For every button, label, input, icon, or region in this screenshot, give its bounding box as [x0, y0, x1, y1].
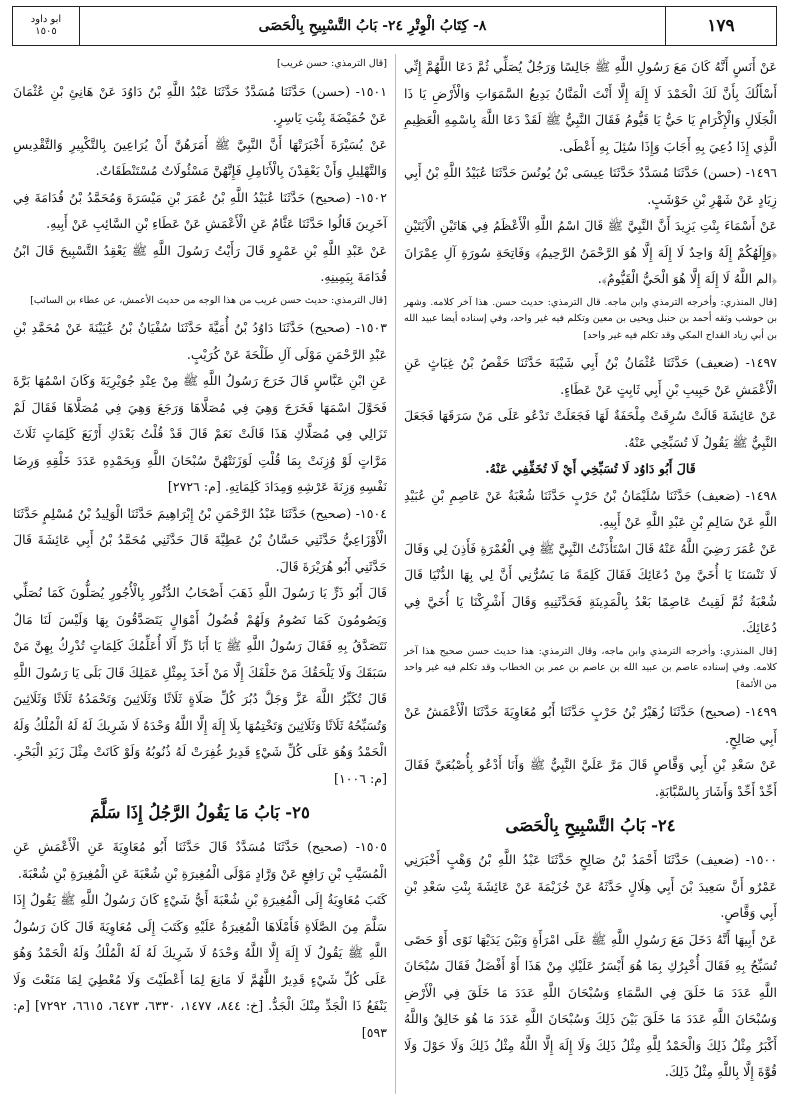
hadith-paragraph: عَنْ أَبِيهَا أَنَّهُ دَخَلَ مَعَ رَسُولِ اللَّهِ ﷺ عَلَى امْرَأَةٍ وَبَيْنَ يَدَيْهَا نَوًى أَوْ حَصًى تُسَبِّحُ بِهِ فَقَالَ أُخْبِرُكِ بِمَا هُوَ أَيْسَرُ عَلَيْكِ مِنْ هَذَا أَوْ أَفْضَلُ فَقَالَ سُبْحَانَ اللَّهِ عَدَدَ مَا خَلَقَ فِي السَّمَاءِ وَسُبْحَانَ اللَّهِ عَدَدَ مَا خَلَقَ فِي الْأَرْضِ وَسُبْحَانَ اللَّهِ عَدَدَ مَا خَلَقَ بَيْنَ ذَلِكَ وَسُبْحَانَ اللَّهِ عَدَدَ مَا هُوَ خَالِقٌ وَاللَّهُ أَكْبَرُ مِثْلُ ذَلِكَ وَالْحَمْدُ لِلَّهِ مِثْلُ ذَلِكَ وَلَا إِلَهَ إِلَّا اللَّهُ مِثْلُ ذَلِكَ وَلَا حَوْلَ وَلَا قُوَّةَ إِلَّا بِاللَّهِ مِثْلُ ذَلِكَ. — [404, 931, 777, 1079]
book-ref-box — [13, 7, 80, 45]
hadith-paragraph: ١٥٠٠- (ضعيف) حَدَّثَنَا أَحْمَدُ بْنُ صَالِحٍ حَدَّثَنَا عَبْدُ اللَّهِ بْنُ وَهْبٍ أَخْبَرَنِي عَمْرٌو أَنَّ سَعِيدَ بْنَ أَبِي هِلَالٍ حَدَّثَهُ عَنْ خُزَيْمَةَ عَنْ عَائِشَةَ بِنْتِ سَعْدِ بْنِ أَبِي وَقَّاصٍ. — [404, 852, 777, 920]
hadith-paragraph: ١٥٠٤- (صحيح) حَدَّثَنَا عَبْدُ الرَّحْمَنِ بْنُ إِبْرَاهِيمَ حَدَّثَنَا الْوَلِيدُ بْنُ مُسْلِمٍ حَدَّثَنَا الْأَوْزَاعِيُّ حَدَّثَنِي حَسَّانُ بْنُ عَطِيَّةَ قَالَ حَدَّثَنِي مُحَمَّدُ بْنُ أَبِي عَائِشَةَ قَالَ حَدَّثَنِي أَبُو هُرَيْرَةَ قَالَ. — [13, 505, 387, 574]
commentary-note: [قال المنذري: وأخرجه الترمذي وابن ماجه، وقال الترمذي: هذا حديث حسن صحيح هذا آخر كلامه. وفي إسناده عاصم بن عبيد الله بن عاصم بن عمر بن الخطاب وقد تكلم فيه غير واحد من الأئمة] — [404, 645, 777, 690]
hadith-paragraph: عَنْ أَنَسٍ أَنَّهُ كَانَ مَعَ رَسُولِ اللَّهِ ﷺ جَالِسًا وَرَجُلٌ يُصَلِّي ثُمَّ دَعَا اللَّهُمَّ إِنِّي أَسْأَلُكَ بِأَنَّ لَكَ الْحَمْدَ لَا إِلَهَ إِلَّا أَنْتَ الْمَنَّانُ بَدِيعُ السَّمَوَاتِ وَالْأَرْضِ يَا ذَا الْجَلَالِ وَالْإِكْرَامِ يَا حَيُّ يَا قَيُّومُ فَقَالَ النَّبِيُّ ﷺ لَقَدْ دَعَا اللَّهَ بِاسْمِهِ الْعَظِيمِ الَّذِي إِذَا دُعِيَ بِهِ أَجَابَ وَإِذَا سُئِلَ بِهِ أَعْطَى. — [404, 59, 777, 154]
hadith-paragraph: ١٥٠٢- (صحيح) حَدَّثَنَا عُبَيْدُ اللَّهِ بْنُ عُمَرَ بْنِ مَيْسَرَةَ وَمُحَمَّدُ بْنُ قُدَامَةَ فِي آخَرِينَ قَالُوا حَدَّثَنَا عَثَّامٌ عَنِ الْأَعْمَشِ عَنْ عَطَاءِ بْنِ السَّائِبِ عَنْ أَبِيهِ. — [13, 189, 387, 231]
book-name: ابو داود — [30, 14, 62, 25]
hadith-paragraph: ١٤٩٧- (ضعيف) حَدَّثَنَا عُثْمَانُ بْنُ أَبِي شَيْبَةَ حَدَّثَنَا حَفْصُ بْنُ غِيَاثٍ عَنِ الْأَعْمَشِ عَنْ حَبِيبِ بْنِ أَبِي ثَابِتٍ عَنْ عَطَاءٍ. — [404, 355, 777, 397]
left-column — [13, 54, 395, 1094]
hadith-paragraph: عَنْ عُمَرَ رَضِيَ اللَّهُ عَنْهُ قَالَ اسْتَأْذَنْتُ النَّبِيَّ ﷺ فِي الْعُمْرَةِ فَأَذِنَ لِي وَقَالَ لَا تَنْسَنَا يَا أُخَيَّ مِنْ دُعَائِكَ فَقَالَ كَلِمَةً مَا يَسُرُّنِي أَنَّ لِي بِهَا الدُّنْيَا قَالَ شُعْبَةُ ثُمَّ لَقِيتُ عَاصِمًا بَعْدُ بِالْمَدِينَةِ فَحَدَّثَنِيهِ وَقَالَ أَشْرِكْنَا يَا أُخَيَّ فِي دُعَائِكَ. — [404, 540, 777, 635]
right-column — [395, 54, 777, 1094]
hadith-paragraph: قَالَ أَبُو ذَرٍّ يَا رَسُولَ اللَّهِ ذَهَبَ أَصْحَابُ الدُّثُورِ بِالْأُجُورِ يُصَلُّونَ كَمَا نُصَلِّي وَيَصُومُونَ كَمَا نَصُومُ وَلَهُمْ فُضُولُ أَمْوَالٍ يَتَصَدَّقُونَ بِهَا وَلَيْسَ لَنَا مَالٌ نَتَصَدَّقُ بِهِ فَقَالَ رَسُولُ اللَّهِ ﷺ يَا أَبَا ذَرٍّ أَلَا أُعَلِّمُكَ كَلِمَاتٍ تُدْرِكُ بِهِنَّ مَنْ سَبَقَكَ وَلَا يَلْحَقُكَ مَنْ خَلْفَكَ إِلَّا مَنْ أَخَذَ بِمِثْلِ عَمَلِكَ قَالَ بَلَى يَا رَسُولَ اللَّهِ قَالَ تُكَبِّرُ اللَّهَ عَزَّ وَجَلَّ دُبُرَ كُلِّ صَلَاةٍ ثَلَاثًا وَثَلَاثِينَ وَتَحْمَدُهُ ثَلَاثًا وَثَلَاثِينَ وَتُسَبِّحُهُ ثَلَاثًا وَثَلَاثِينَ وَتَخْتِمُهَا بِلَا إِلَهَ إِلَّا اللَّهُ وَحْدَهُ لَا شَرِيكَ لَهُ لَهُ الْمُلْكُ وَلَهُ الْحَمْدُ وَهُوَ عَلَى كُلِّ شَيْءٍ قَدِيرٌ غُفِرَتْ لَهُ ذُنُوبُهُ وَلَوْ كَانَتْ مِثْلَ زَبَدِ الْبَحْرِ. [م: ١٠٠٦] — [13, 585, 387, 786]
hadith-paragraph: عَنِ ابْنِ عَبَّاسٍ قَالَ خَرَجَ رَسُولُ اللَّهِ ﷺ مِنْ عِنْدِ جُوَيْرِيَةَ وَكَانَ اسْمُهَا بَرَّةَ فَحَوَّلَ اسْمَهَا فَخَرَجَ وَهِيَ فِي مُصَلَّاهَا وَرَجَعَ وَهِيَ فِي مُصَلَّاهَا فَقَالَ لَمْ تَزَالِي فِي مُصَلَّاكِ هَذَا قَالَتْ نَعَمْ قَالَ قَدْ قُلْتُ بَعْدَكِ أَرْبَعَ كَلِمَاتٍ ثَلَاثَ مَرَّاتٍ لَوْ وُزِنَتْ بِمَا قُلْتِ لَوَزَنَتْهُنَّ سُبْحَانَ اللَّهِ وَبِحَمْدِهِ عَدَدَ خَلْقِهِ وَرِضَا نَفْسِهِ وَزِنَةَ عَرْشِهِ وَمِدَادَ كَلِمَاتِهِ. [م: ٢٧٢٦] — [13, 373, 387, 494]
page-header — [12, 6, 777, 46]
running-title: ٨- كِتَابُ الْوِتْرِ ٢٤- بَابُ التَّسْبِيحِ بِالْحَصَى — [258, 18, 487, 34]
hadith-paragraph: ١٥٠٣- (صحيح) حَدَّثَنَا دَاوُدُ بْنُ أُمَيَّةَ حَدَّثَنَا سُفْيَانُ بْنُ عُيَيْنَةَ عَنْ مُحَمَّدِ بْنِ عَبْدِ الرَّحْمَنِ مَوْلَى آلِ طَلْحَةَ عَنْ كُرَيْبٍ. — [13, 320, 387, 362]
hadith-paragraph: ١٥٠٥- (صحيح) حَدَّثَنَا مُسَدَّدٌ قَالَ حَدَّثَنَا أَبُو مُعَاوِيَةَ عَنِ الْأَعْمَشِ عَنِ الْمُسَيَّبِ بْنِ رَافِعٍ عَنْ وَرَّادٍ مَوْلَى الْمُغِيرَةِ بْنِ شُعْبَةَ عَنِ الْمُغِيرَةِ بْنِ شُعْبَةَ. — [13, 839, 387, 881]
hadith-range: ١٥٠٥ — [35, 26, 57, 37]
hadith-paragraph: قَالَ أَبُو دَاوُد لَا تُسَبِّخِي أَيْ لَا تُخَفِّفِي عَنْهُ. — [485, 461, 696, 476]
hadith-paragraph: عَنْ أَسْمَاءَ بِنْتِ يَزِيدَ أَنَّ النَّبِيَّ ﷺ قَالَ اسْمُ اللَّهِ الْأَعْظَمُ فِي هَاتَيْنِ الْآيَتَيْنِ ﴿وَإِلَهُكُمْ إِلَهٌ وَاحِدٌ لَا إِلَهَ إِلَّا هُوَ الرَّحْمَنُ الرَّحِيمُ﴾ وَفَاتِحَةِ سُورَةِ آلِ عِمْرَانَ ﴿الم اللَّهُ لَا إِلَهَ إِلَّا هُوَ الْحَيُّ الْقَيُّومُ﴾. — [404, 218, 777, 286]
hadith-paragraph: ١٤٩٩- (صحيح) حَدَّثَنَا زُهَيْرُ بْنُ حَرْبٍ حَدَّثَنَا أَبُو مُعَاوِيَةَ حَدَّثَنَا الْأَعْمَشُ عَنْ أَبِي صَالِحٍ. — [404, 704, 777, 746]
commentary-note: [قال الترمذي: حسن غريب] — [276, 58, 387, 69]
hadith-paragraph: عَنْ عَائِشَةَ قَالَتْ سُرِقَتْ مِلْحَفَةٌ لَهَا فَجَعَلَتْ تَدْعُو عَلَى مَنْ سَرَقَهَا فَجَعَلَ النَّبِيُّ ﷺ يَقُولُ لَا تُسَبِّخِي عَنْهُ. — [404, 408, 777, 450]
hadith-paragraph: عَنْ سَعْدِ بْنِ أَبِي وَقَّاصٍ قَالَ مَرَّ عَلَيَّ النَّبِيُّ ﷺ وَأَنَا أَدْعُو بِأُصْبُعَيَّ فَقَالَ أَحِّدْ أَحِّدْ وَأَشَارَ بِالسَّبَّابَةِ. — [404, 757, 777, 799]
hadith-paragraph: ١٤٩٦- (حسن) حَدَّثَنَا مُسَدَّدٌ حَدَّثَنَا عِيسَى بْنُ يُونُسَ حَدَّثَنَا عُبَيْدُ اللَّهِ بْنُ أَبِي زِيَادٍ عَنْ شَهْرِ بْنِ حَوْشَبٍ. — [404, 165, 777, 207]
hadith-paragraph: ١٥٠١- (حسن) حَدَّثَنَا مُسَدَّدٌ حَدَّثَنَا عَبْدُ اللَّهِ بْنُ دَاوُدَ عَنْ هَانِئِ بْنِ عُثْمَانَ عَنْ حُمَيْضَةَ بِنْتِ يَاسِرٍ. — [13, 83, 387, 125]
chapter-heading: ٢٥- بَابُ مَا يَقُولُ الرَّجُلُ إِذَا سَلَّمَ — [90, 803, 310, 822]
text-columns — [12, 54, 777, 1094]
commentary-note: [قال المنذري: وأخرجه الترمذي وابن ماجه. قال الترمذي: حديث حسن. هذا آخر كلامه. وشهر بن حوشب وثقه أحمد بن حنبل ويحيى بن معين وتكلم فيه غير واحد، وفي إسناده أيضا عبيد الله بن أبي زياد القداح المكي وقد تكلم فيه غير واحد] — [404, 296, 777, 341]
chapter-heading: ٢٤- بَابُ التَّسْبِيحِ بِالْحَصَى — [505, 816, 676, 835]
hadith-paragraph: ١٤٩٨- (ضعيف) حَدَّثَنَا سُلَيْمَانُ بْنُ حَرْبٍ حَدَّثَنَا شُعْبَةُ عَنْ عَاصِمِ بْنِ عُبَيْدِ اللَّهِ عَنْ سَالِمِ بْنِ عَبْدِ اللَّهِ عَنْ أَبِيهِ. — [404, 487, 777, 529]
commentary-note: [قال الترمذي: حديث حسن غريب من هذا الوجه من حديث الأعمش، عن عطاء بن السائب] — [30, 294, 387, 306]
hadith-paragraph: كَتَبَ مُعَاوِيَةُ إِلَى الْمُغِيرَةِ بْنِ شُعْبَةَ أَيُّ شَيْءٍ كَانَ رَسُولُ اللَّهِ ﷺ يَقُولُ إِذَا سَلَّمَ مِنَ الصَّلَاةِ فَأَمْلَاهَا الْمُغِيرَةُ عَلَيْهِ وَكَتَبَ إِلَى مُعَاوِيَةَ قَالَ كَانَ رَسُولُ اللَّهِ ﷺ يَقُولُ لَا إِلَهَ إِلَّا اللَّهُ وَحْدَهُ لَا شَرِيكَ لَهُ لَهُ الْمُلْكُ وَلَهُ الْحَمْدُ وَهُوَ عَلَى كُلِّ شَيْءٍ قَدِيرٌ اللَّهُمَّ لَا مَانِعَ لِمَا أَعْطَيْتَ وَلَا مُعْطِيَ لِمَا مَنَعْتَ وَلَا يَنْفَعُ ذَا الْجَدِّ مِنْكَ الْجَدُّ. [خ: ٨٤٤، ١٤٧٧، ٦٣٣٠، ٦٤٧٣، ٦٦١٥، ٧٢٩٢] [م: ٥٩٣] — [13, 892, 387, 1040]
hadith-paragraph: عَنْ يُسَيْرَةَ أَخْبَرَتْهَا أَنَّ النَّبِيَّ ﷺ أَمَرَهُنَّ أَنْ يُرَاعِينَ بِالتَّكْبِيرِ وَالتَّقْدِيسِ وَالتَّهْلِيلِ وَأَنْ يَعْقِدْنَ بِالْأَنَامِلِ فَإِنَّهُنَّ مَسْئُولَاتٌ مُسْتَنْطَقَاتٌ. — [13, 136, 387, 178]
page-number: ١٧٩ — [665, 7, 776, 45]
hadith-paragraph: عَنْ عَبْدِ اللَّهِ بْنِ عَمْرٍو قَالَ رَأَيْتُ رَسُولَ اللَّهِ ﷺ يَعْقِدُ التَّسْبِيحَ قَالَ ابْنُ قُدَامَةَ بِيَمِينِهِ. — [13, 242, 387, 284]
